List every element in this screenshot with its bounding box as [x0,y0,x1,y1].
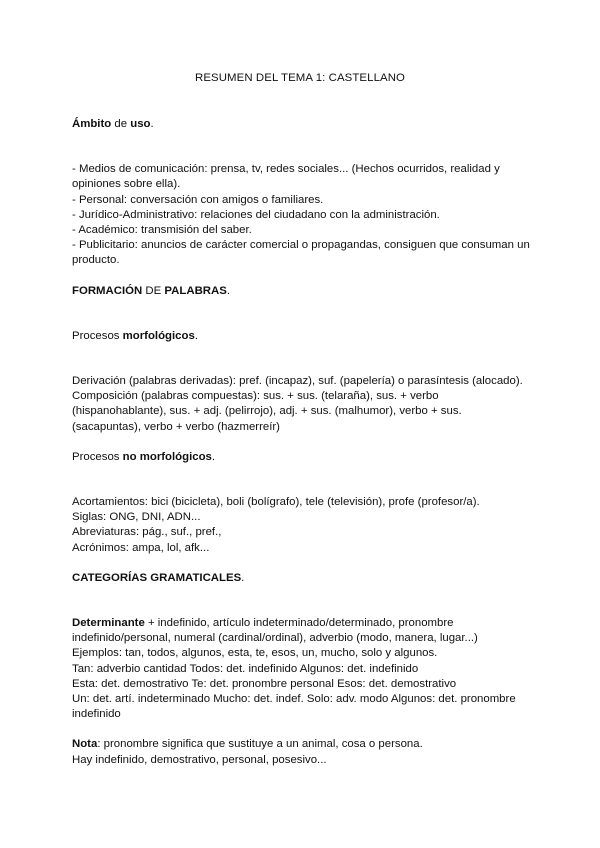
list-item-personal: - Personal: conversación con amigos o familiares. [72,193,324,206]
paragraph-derivacion: Derivación (palabras derivadas): pref. (incapaz), suf. (papelería) o parasíntesis (alocado). [72,375,523,388]
paragraph-nota-line2: Hay indefinido, demostrativo, personal, posesivo... [72,753,327,766]
heading-bold-uso: uso [130,118,151,130]
paragraph-abreviaturas: Abreviaturas: pág., suf., pref., [72,526,222,539]
heading-period: . [241,571,245,584]
paragraph-un-mucho: Un: det. artí. indeterminado Mucho: det. indef. Solo: adv. modo Algunos: det. pronombre indefinido [72,693,516,721]
subheading-period: . [194,329,198,342]
determinante-definition: + indefinido, artículo indeterminado/determinado, pronombre indefinido/personal, numeral (cardinal/ordinal), adverbio (modo, manera, lugar...) [72,617,478,645]
list-item-publicitario: - Publicitario: anuncios de carácter comercial o propagandas, consiguen que consuman un producto. [72,239,530,267]
nota-text: : pronombre significa que sustituye a un animal, cosa o persona. [97,738,423,751]
list-item-medios: - Medios de comunicación: prensa, tv, redes sociales... (Hechos ocurridos, realidad y opiniones sobre ella). [72,163,500,191]
heading-bold-palabras: PALABRAS [164,284,227,297]
heading-bold-ambito: Ámbito [72,118,112,130]
subheading-text: Procesos [72,450,123,463]
heading-text-de: de [111,118,131,130]
paragraph-determinante [72,616,532,646]
list-item-academico: - Académico: transmisión del saber. [72,224,252,237]
subheading-procesos-no-morfologicos [72,450,532,465]
paragraph-esta-te: Esta: det. demostrativo Te: det. pronombre personal Esos: det. demostrativo [72,677,457,690]
term-nota: Nota [72,738,98,751]
subheading-bold: no morfológicos [122,450,212,463]
paragraph-acronimos: Acrónimos: ampa, lol, afk... [72,541,210,554]
heading-ambito-de-uso [72,117,532,132]
subheading-bold: morfológicos [122,329,195,342]
heading-text-de: DE [142,284,165,297]
term-determinante: Determinante [72,617,145,630]
paragraph-ejemplos: Ejemplos: tan, todos, algunos, esta, te, esos, un, mucho, solo y algunos. [72,647,438,660]
heading-period: . [150,118,154,130]
heading-bold-categorias: CATEGORÍAS GRAMATICALES [72,571,242,584]
document-body [72,117,532,768]
subheading-period: . [211,450,216,463]
paragraph-composicion: Composición (palabras compuestas): sus. + sus. (telaraña), sus. + verbo (hispanohablante), sus. + adj. (pelirrojo), adj. + sus. (malhumor), verbo + sus. (sacapuntas), verbo + verbo (hazmerreír) [72,390,462,433]
list-item-juridico: - Jurídico-Administrativo: relaciones del ciudadano con la administración. [72,208,440,221]
subheading-text: Procesos [72,329,123,342]
subheading-procesos-morfologicos [72,329,532,344]
document-title: RESUMEN DEL TEMA 1: CASTELLANO [195,72,405,84]
heading-period: . [226,284,231,297]
heading-categorias-gramaticales [72,571,532,586]
heading-bold-formacion: FORMACIÓN [72,284,143,297]
heading-formacion-de-palabras [72,284,532,299]
paragraph-siglas: Siglas: ONG, DNI, ADN... [72,511,201,524]
paragraph-nota [72,737,532,752]
paragraph-tan-todos: Tan: adverbio cantidad Todos: det. indefinido Algunos: det. indefinido [72,662,419,675]
paragraph-acortamientos: Acortamientos: bici (bicicleta), boli (bolígrafo), tele (televisión), profe (profesor/a). [72,496,480,509]
